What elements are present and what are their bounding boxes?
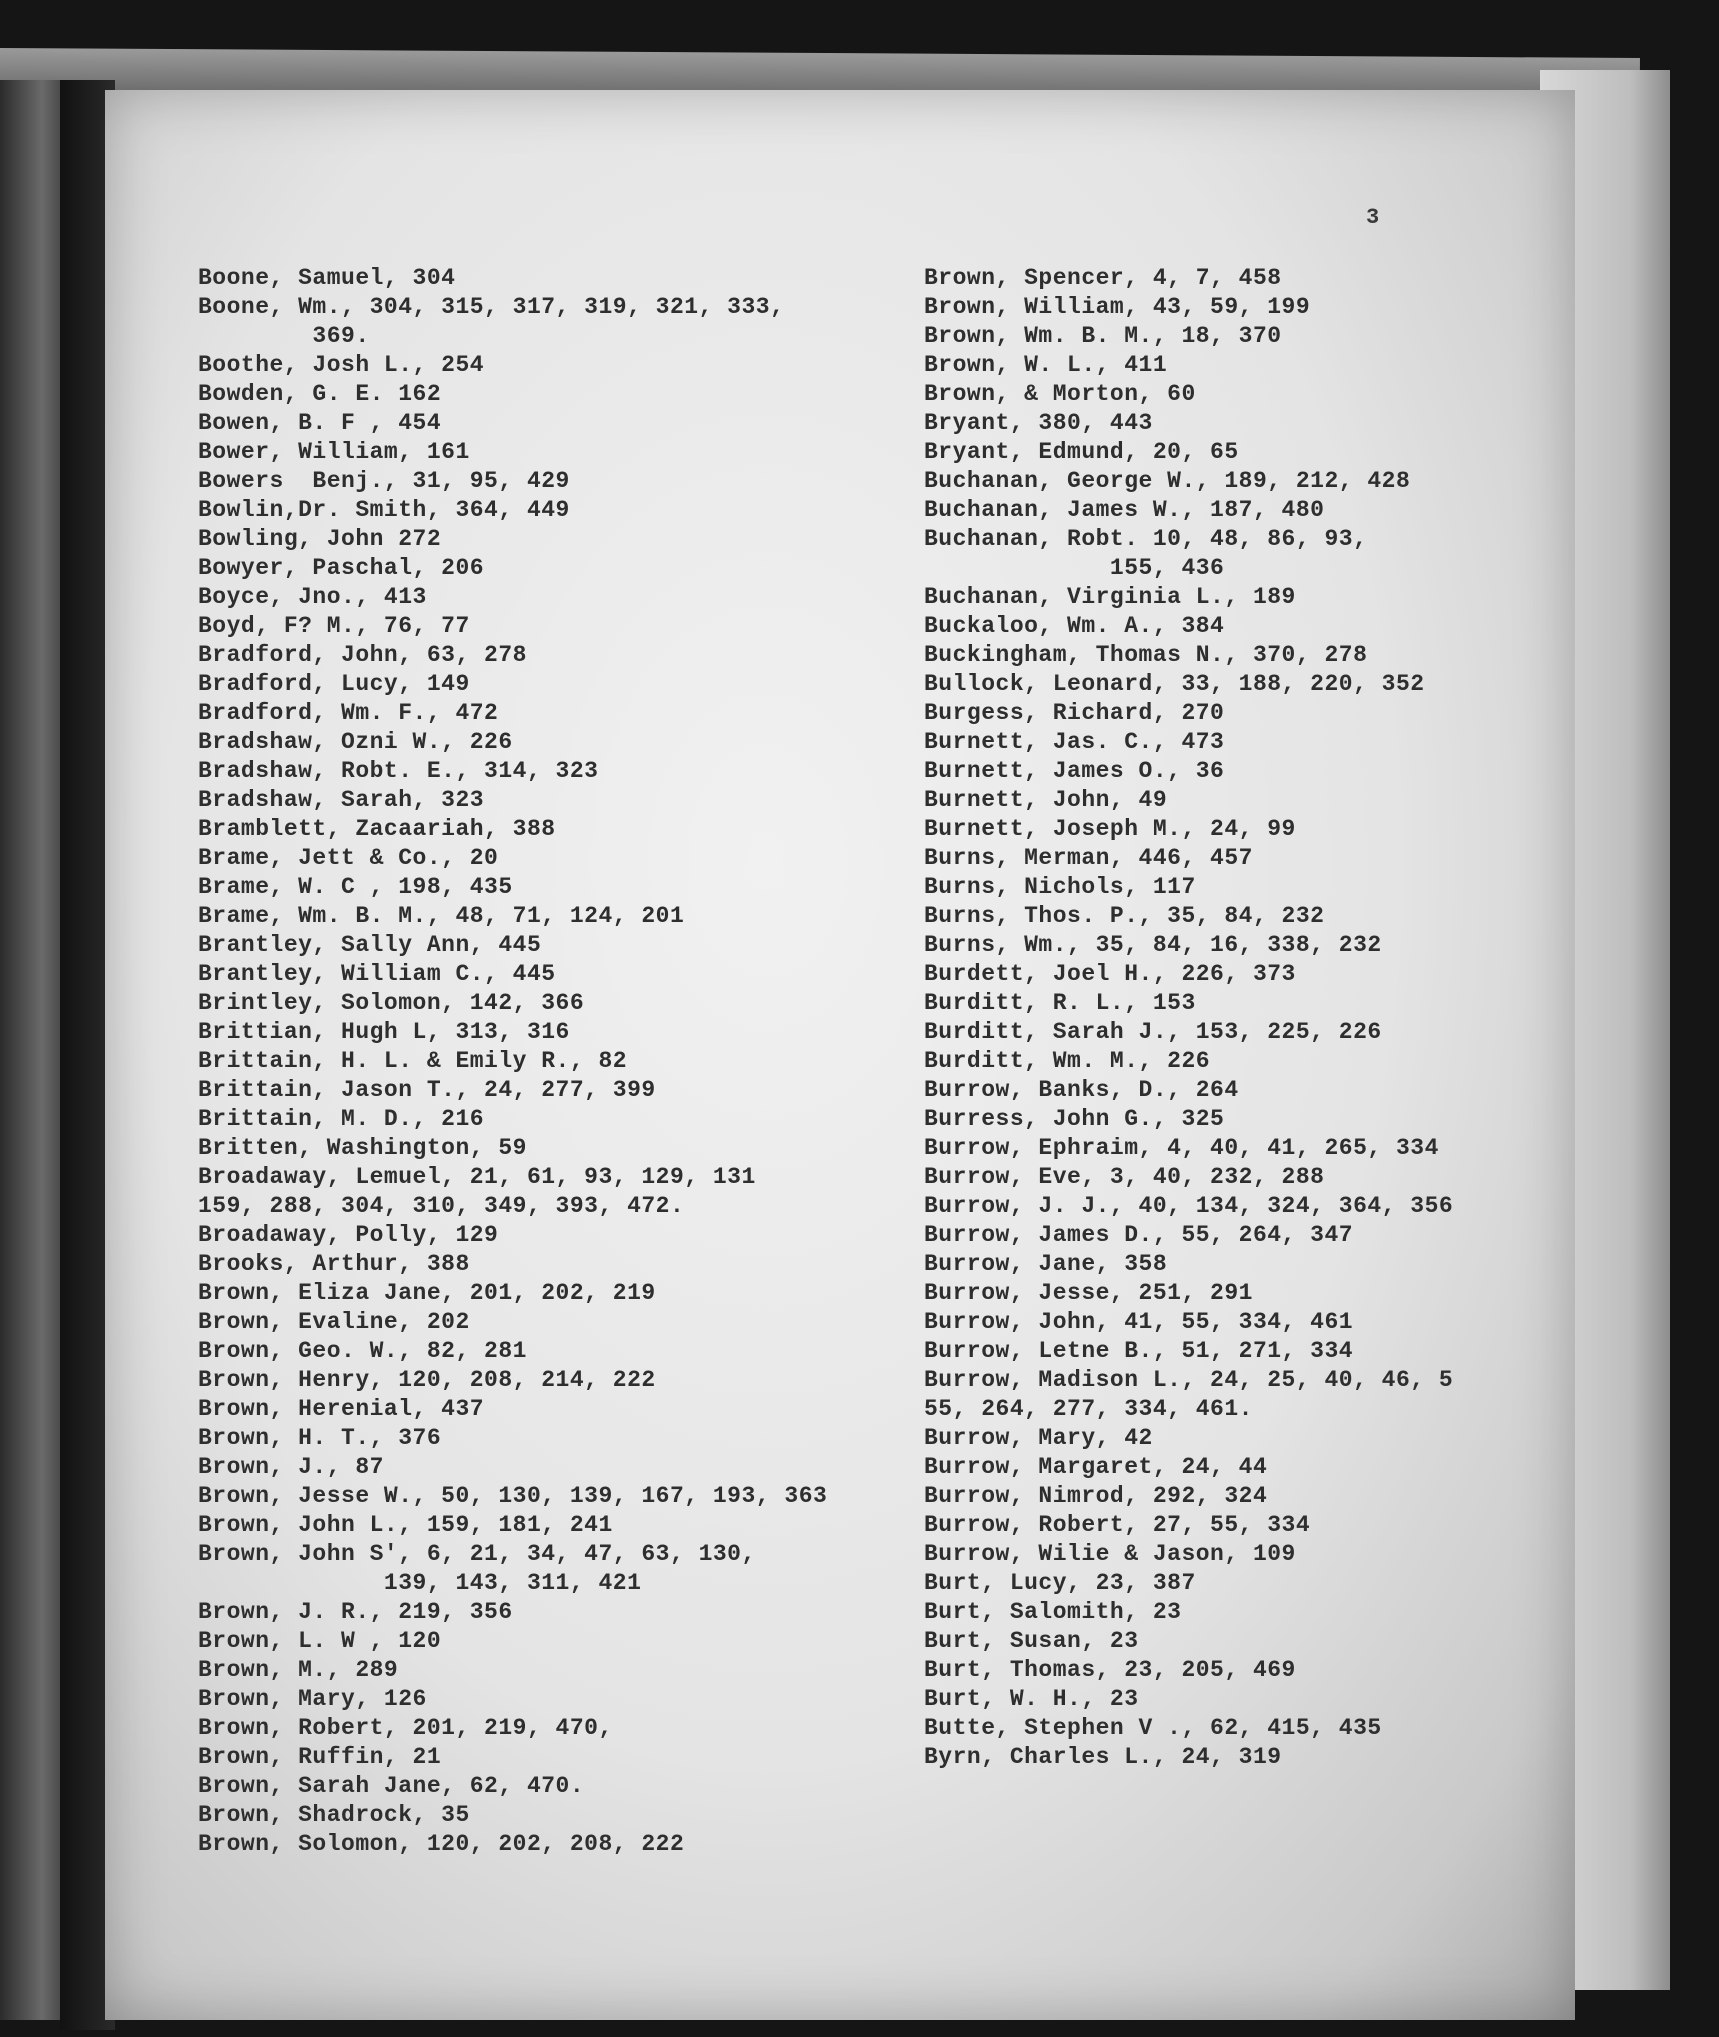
index-entry: Boone, Samuel, 304	[198, 265, 456, 291]
index-entry: Burrow, John, 41, 55, 334, 461	[924, 1309, 1354, 1335]
index-entry: Burnett, James O., 36	[924, 758, 1225, 784]
index-entry: Bradford, Wm. F., 472	[198, 700, 499, 726]
index-entry: Burditt, Wm. M., 226	[924, 1048, 1211, 1074]
index-entry: Burt, Thomas, 23, 205, 469	[924, 1657, 1296, 1683]
index-entry: Burns, Wm., 35, 84, 16, 338, 232	[924, 932, 1382, 958]
index-entry: Burnett, Jas. C., 473	[924, 729, 1225, 755]
index-entry: Burrow, Eve, 3, 40, 232, 288	[924, 1164, 1325, 1190]
index-entry: Buchanan, George W., 189, 212, 428	[924, 468, 1411, 494]
index-entry: Burrow, Nimrod, 292, 324	[924, 1483, 1268, 1509]
index-entry: Brown, Robert, 201, 219, 470,	[198, 1715, 613, 1741]
index-entry: Brame, W. C , 198, 435	[198, 874, 513, 900]
index-entry: Brown, Henry, 120, 208, 214, 222	[198, 1367, 656, 1393]
index-entry: Buchanan, James W., 187, 480	[924, 497, 1325, 523]
page-number: 3	[1366, 205, 1380, 230]
index-entry: Burditt, R. L., 153	[924, 990, 1196, 1016]
index-entry: Buckaloo, Wm. A., 384	[924, 613, 1225, 639]
index-entry: Burrow, Madison L., 24, 25, 40, 46, 5	[924, 1367, 1454, 1393]
index-entry: Brown, Ruffin, 21	[198, 1744, 442, 1770]
index-entry: Buchanan, Virginia L., 189	[924, 584, 1296, 610]
index-entry: Burrow, Jesse, 251, 291	[924, 1280, 1253, 1306]
index-entry: Brown, Eliza Jane, 201, 202, 219	[198, 1280, 656, 1306]
index-entry: Brantley, William C., 445	[198, 961, 556, 987]
index-entry: Brooks, Arthur, 388	[198, 1251, 470, 1277]
index-entry: Brown, William, 43, 59, 199	[924, 294, 1311, 320]
index-entry: 155, 436	[924, 555, 1225, 581]
index-entry: Burrow, Margaret, 24, 44	[924, 1454, 1268, 1480]
index-entry: Burt, Susan, 23	[924, 1628, 1139, 1654]
index-entry: Burrow, J. J., 40, 134, 324, 364, 356	[924, 1193, 1454, 1219]
index-entry: Brown, Evaline, 202	[198, 1309, 470, 1335]
index-entry: Brame, Jett & Co., 20	[198, 845, 499, 871]
right-index-column	[924, 264, 1453, 1772]
index-entry: Burrow, Wilie & Jason, 109	[924, 1541, 1296, 1567]
index-entry: Brame, Wm. B. M., 48, 71, 124, 201	[198, 903, 685, 929]
index-entry: Brittain, H. L. & Emily R., 82	[198, 1048, 628, 1074]
index-entry: Broadaway, Polly, 129	[198, 1222, 499, 1248]
index-entry: Bower, William, 161	[198, 439, 470, 465]
index-entry: Burt, Salomith, 23	[924, 1599, 1182, 1625]
index-entry: Burdett, Joel H., 226, 373	[924, 961, 1296, 987]
index-entry: Brittain, M. D., 216	[198, 1106, 485, 1132]
index-entry: Burt, W. H., 23	[924, 1686, 1139, 1712]
index-entry: Bradford, Lucy, 149	[198, 671, 470, 697]
index-entry: Burditt, Sarah J., 153, 225, 226	[924, 1019, 1382, 1045]
index-entry: Boothe, Josh L., 254	[198, 352, 485, 378]
index-entry: Bradshaw, Ozni W., 226	[198, 729, 513, 755]
index-entry: Burrow, Letne B., 51, 271, 334	[924, 1338, 1354, 1364]
index-entry: 55, 264, 277, 334, 461.	[924, 1396, 1253, 1422]
index-entry: Boyd, F? M., 76, 77	[198, 613, 470, 639]
index-entry: Brown, W. L., 411	[924, 352, 1168, 378]
index-entry: Brown, & Morton, 60	[924, 381, 1196, 407]
index-entry: Buckingham, Thomas N., 370, 278	[924, 642, 1368, 668]
index-entry: Burrow, James D., 55, 264, 347	[924, 1222, 1354, 1248]
index-entry: 139, 143, 311, 421	[198, 1570, 642, 1596]
index-entry: Burns, Merman, 446, 457	[924, 845, 1253, 871]
index-entry: Bryant, 380, 443	[924, 410, 1153, 436]
index-entry: Bowlin,Dr. Smith, 364, 449	[198, 497, 570, 523]
index-entry: 159, 288, 304, 310, 349, 393, 472.	[198, 1193, 685, 1219]
index-entry: Britten, Washington, 59	[198, 1135, 527, 1161]
index-entry: Brittian, Hugh L, 313, 316	[198, 1019, 570, 1045]
index-entry: Burgess, Richard, 270	[924, 700, 1225, 726]
index-entry: Brown, Solomon, 120, 202, 208, 222	[198, 1831, 685, 1857]
index-entry: Brown, M., 289	[198, 1657, 399, 1683]
index-entry: Brown, J., 87	[198, 1454, 384, 1480]
index-entry: Brown, John S', 6, 21, 34, 47, 63, 130,	[198, 1541, 756, 1567]
index-entry: Burrow, Ephraim, 4, 40, 41, 265, 334	[924, 1135, 1439, 1161]
index-entry: Buchanan, Robt. 10, 48, 86, 93,	[924, 526, 1368, 552]
index-entry: Burrow, Banks, D., 264	[924, 1077, 1239, 1103]
index-entry: Bradshaw, Robt. E., 314, 323	[198, 758, 599, 784]
index-entry: Bowen, B. F , 454	[198, 410, 442, 436]
index-entry: Burress, John G., 325	[924, 1106, 1225, 1132]
index-entry: Bullock, Leonard, 33, 188, 220, 352	[924, 671, 1425, 697]
index-entry: Bradshaw, Sarah, 323	[198, 787, 485, 813]
index-entry: Bowyer, Paschal, 206	[198, 555, 485, 581]
index-entry: Brown, L. W , 120	[198, 1628, 442, 1654]
index-entry: Brown, Jesse W., 50, 130, 139, 167, 193, 363	[198, 1483, 828, 1509]
index-entry: Bowden, G. E. 162	[198, 381, 442, 407]
index-entry: Burrow, Jane, 358	[924, 1251, 1168, 1277]
index-entry: Bryant, Edmund, 20, 65	[924, 439, 1239, 465]
index-entry: Brown, John L., 159, 181, 241	[198, 1512, 613, 1538]
index-entry: Bowling, John 272	[198, 526, 442, 552]
index-entry: Byrn, Charles L., 24, 319	[924, 1744, 1282, 1770]
index-entry: Brown, Geo. W., 82, 281	[198, 1338, 527, 1364]
index-entry: Burnett, John, 49	[924, 787, 1168, 813]
index-entry: Burns, Thos. P., 35, 84, 232	[924, 903, 1325, 929]
index-entry: Burt, Lucy, 23, 387	[924, 1570, 1196, 1596]
index-entry: Brown, Herenial, 437	[198, 1396, 485, 1422]
index-entry: 369.	[198, 323, 370, 349]
index-entry: Burns, Nichols, 117	[924, 874, 1196, 900]
index-entry: Burnett, Joseph M., 24, 99	[924, 816, 1296, 842]
index-entry: Brown, Mary, 126	[198, 1686, 427, 1712]
index-entry: Brown, J. R., 219, 356	[198, 1599, 513, 1625]
index-entry: Boyce, Jno., 413	[198, 584, 427, 610]
index-entry: Brantley, Sally Ann, 445	[198, 932, 542, 958]
index-entry: Brown, Sarah Jane, 62, 470.	[198, 1773, 585, 1799]
index-entry: Brittain, Jason T., 24, 277, 399	[198, 1077, 656, 1103]
index-entry: Brown, Shadrock, 35	[198, 1802, 470, 1828]
index-entry: Broadaway, Lemuel, 21, 61, 93, 129, 131	[198, 1164, 756, 1190]
index-entry: Butte, Stephen V ., 62, 415, 435	[924, 1715, 1382, 1741]
index-entry: Brown, Wm. B. M., 18, 370	[924, 323, 1282, 349]
index-entry: Bramblett, Zacaariah, 388	[198, 816, 556, 842]
index-entry: Bradford, John, 63, 278	[198, 642, 527, 668]
index-entry: Brown, H. T., 376	[198, 1425, 442, 1451]
index-entry: Burrow, Robert, 27, 55, 334	[924, 1512, 1311, 1538]
index-entry: Burrow, Mary, 42	[924, 1425, 1153, 1451]
index-entry: Brown, Spencer, 4, 7, 458	[924, 265, 1282, 291]
left-index-column	[198, 264, 827, 1859]
index-entry: Bowers Benj., 31, 95, 429	[198, 468, 570, 494]
index-entry: Brintley, Solomon, 142, 366	[198, 990, 585, 1016]
index-entry: Boone, Wm., 304, 315, 317, 319, 321, 333,	[198, 294, 785, 320]
